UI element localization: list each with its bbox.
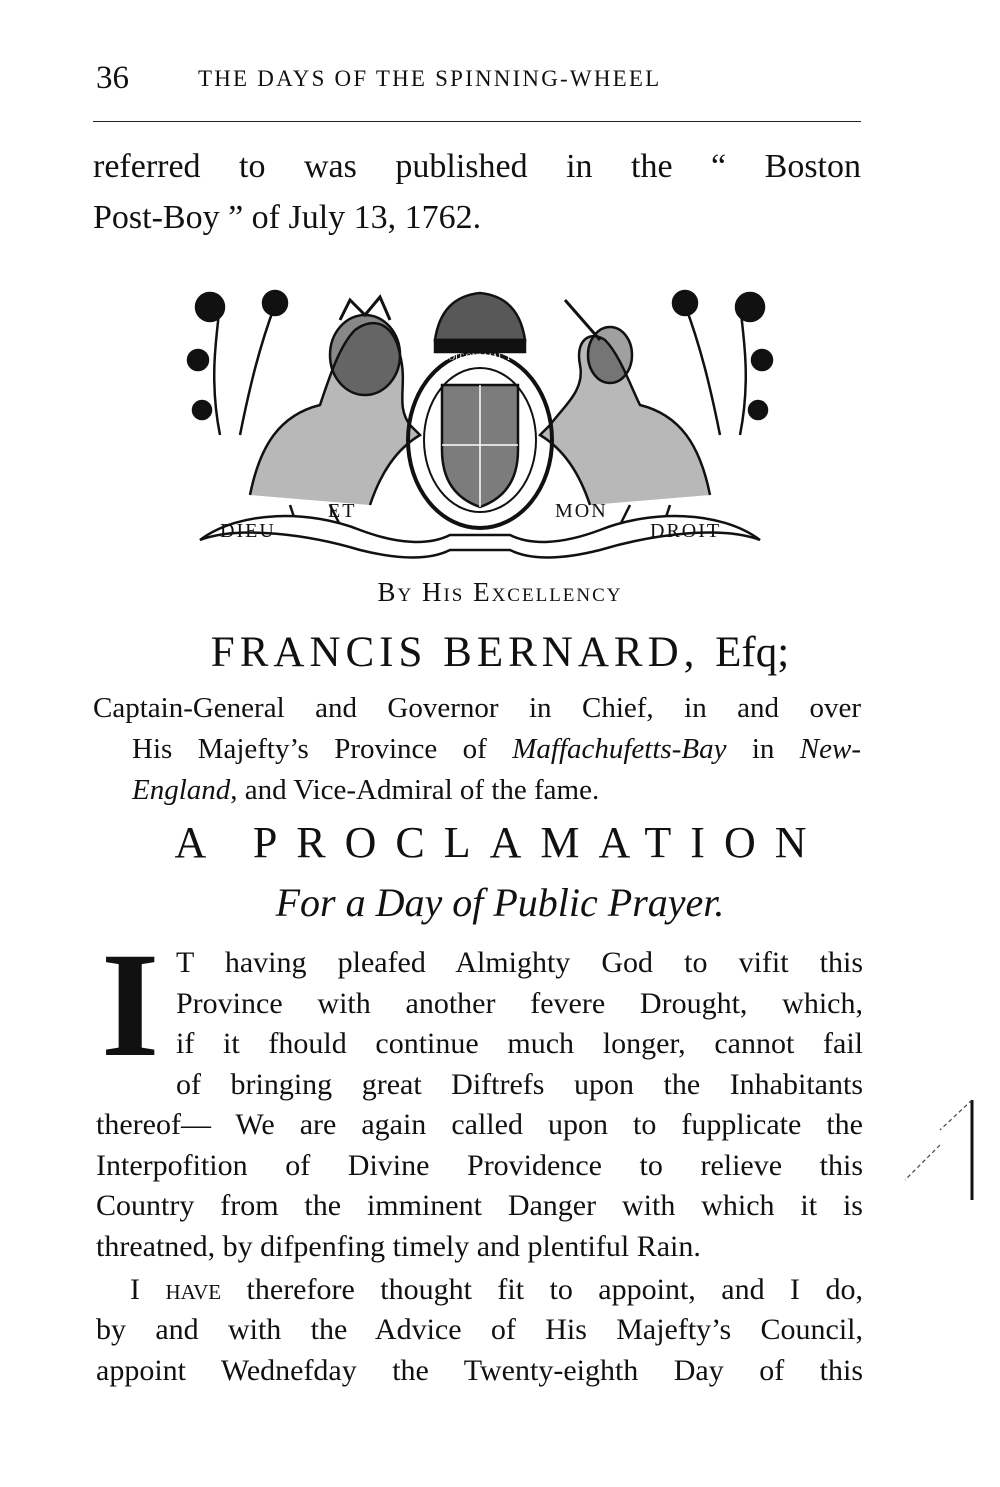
- body-line-1: T having pleafed Almighty God to vifit this: [176, 946, 863, 979]
- running-title: THE DAYS OF THE SPINNING-WHEEL: [198, 66, 662, 91]
- body-para2-line-1: I have therefore thought fit to appoint, and I do,: [130, 1273, 863, 1306]
- body-para2-line-3: appoint Wednefday the Twenty-eighth Day of this: [96, 1354, 863, 1387]
- drop-cap: I: [101, 922, 160, 1088]
- by-his-excellency: By His Excellency: [377, 577, 623, 607]
- margin-bracket-mark: [900, 1090, 980, 1240]
- body-line-5: thereof— We are again called upon to fupplicate the: [96, 1108, 863, 1141]
- body-para2-line-2: by and with the Advice of His Majefty’s Council,: [96, 1313, 863, 1346]
- title-line-3: England, and Vice-Admiral of the fame.: [132, 774, 600, 806]
- motto-droit: DROIT: [650, 520, 722, 542]
- body-line-7: Country from the imminent Danger with which it is: [96, 1189, 863, 1222]
- proclamation-heading: A PROCLAMATION: [174, 818, 826, 867]
- title-line-1: Captain-General and Governor in Chief, in and over: [93, 692, 861, 724]
- proclamation-subheading: For a Day of Public Prayer.: [275, 880, 725, 925]
- running-head: [96, 58, 861, 98]
- body-line-4: of bringing great Diftrefs upon the Inhabitants: [176, 1068, 863, 1101]
- intro-line-2: Post-Boy ” of July 13, 1762.: [93, 199, 482, 236]
- royal-coat-of-arms-icon: [180, 285, 780, 565]
- header-rule: [93, 121, 861, 122]
- body-line-8: threatned, by difpenfing timely and plentiful Rain.: [96, 1230, 701, 1263]
- motto-et: ET: [328, 500, 357, 522]
- body-line-6: Interpofition of Divine Providence to relieve this: [96, 1149, 863, 1182]
- body-line-3: if it fhould continue much longer, cannot fail: [176, 1027, 863, 1060]
- garter-motto: HONI SOIT QUI MAL Y PENSE: [418, 352, 542, 362]
- page-number: 36: [96, 60, 129, 96]
- body-line-2: Province with another fevere Drought, which,: [176, 987, 863, 1020]
- title-line-2: His Majefty’s Province of Maffachufetts-Bay in New-: [132, 733, 862, 765]
- motto-dieu: DIEU: [220, 520, 276, 542]
- motto-mon: MON: [555, 500, 608, 522]
- intro-line-1: referred to was published in the “ Boston: [93, 148, 861, 185]
- governor-name: FRANCIS BERNARD, Efq;: [210, 629, 790, 676]
